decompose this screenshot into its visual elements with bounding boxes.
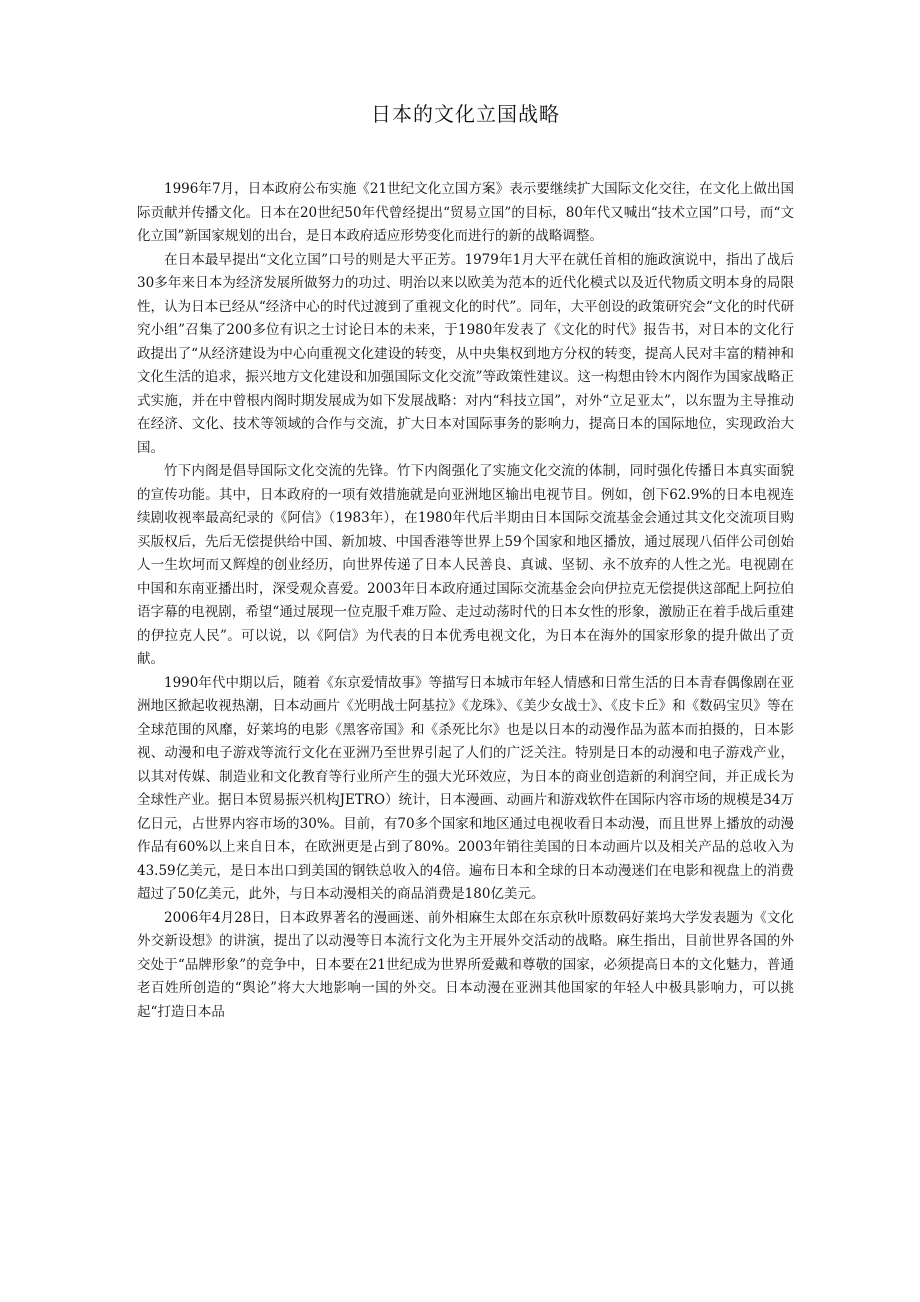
paragraph-1: 1996年7月，日本政府公布实施《21世纪文化立国方案》表示要继续扩大国际文化交往，在文化上做出国际贡献并传播文化。日本在20世纪50年代曾经提出“贸易立国”的目标，80年代又喊出“技术立国”口号，而“文化立国”新国家规划的出台，是日本政府适应形势变化而进行的新的战略调整。	[137, 181, 794, 244]
document-page	[137, 98, 794, 1024]
paragraph-5: 2006年4月28日，日本政界著名的漫画迷、前外相麻生太郎在东京秋叶原数码好莱坞大学发表题为《文化外交新设想》的讲演，提出了以动漫等日本流行文化为主开展外交活动的战略。麻生指出，目前世界各国的外交处于“品牌形象”的竞争中，日本要在21世纪成为世界所爱戴和尊敬的国家，必须提高日本的文化魅力，普通老百姓所创造的“舆论”将大大地影响一国的外交。日本动漫在亚洲其他国家的年轻人中极具影响力，可以挑起“打造日本品	[137, 909, 794, 1020]
paragraph-2: 在日本最早提出“文化立国”口号的则是大平正芳。1979年1月大平在就任首相的施政演说中，指出了战后30多年来日本为经济发展所做努力的功过、明治以来以欧美为范本的近代化模式以及近代物质文明本身的局限性，认为日本已经从“经济中心的时代过渡到了重视文化的时代”。同年，大平创设的政策研究会“文化的时代研究小组”召集了200多位有识之士讨论日本的未来，于1980年发表了《文化的时代》报告书，对日本的文化行政提出了“从经济建设为中心向重视文化建设的转变，从中央集权到地方分权的转变，提高人民对丰富的精神和文化生活的追求，振兴地方文化建设和加强国际文化交流”等政策性建议。这一构想由铃木内阁作为国家战略正式实施，并在中曾根内阁时期发展成为如下发展战略：对内“科技立国”，对外“立足亚太”，以东盟为主导推动在经济、文化、技术等领域的合作与交流，扩大日本对国际事务的影响力，提高日本的国际地位，实现政治大国。	[137, 251, 794, 456]
paragraph-3: 竹下内阁是倡导国际文化交流的先锋。竹下内阁强化了实施文化交流的体制，同时强化传播日本真实面貌的宣传功能。其中，日本政府的一项有效措施就是向亚洲地区输出电视节目。例如，创下62.9%的日本电视连续剧收视率最高纪录的《阿信》（1983年），在1980年代后半期由日本国际交流基金会通过其文化交流项目购买版权后，先后无偿提供给中国、新加坡、中国香港等世界上59个国家和地区播放，通过展现八佰伴公司创始人一生坎坷而又辉煌的创业经历，向世界传递了日本人民善良、真诚、坚韧、永不放弃的人性之光。电视剧在中国和东南亚播出时，深受观众喜爱。2003年日本政府通过国际交流基金会向伊拉克无偿提供这部配上阿拉伯语字幕的电视剧，希望“通过展现一位克服千难万险、走过动荡时代的日本女性的形象，激励正在着手战后重建的伊拉克人民”。可以说，以《阿信》为代表的日本优秀电视文化，为日本在海外的国家形象的提升做出了贡献。	[137, 463, 794, 667]
document-title: 日本的文化立国战略	[371, 102, 560, 126]
paragraph-4: 1990年代中期以后，随着《东京爱情故事》等描写日本城市年轻人情感和日常生活的日本青春偶像剧在亚洲地区掀起收视热潮，日本动画片《光明战士阿基拉》《龙珠》、《美少女战士》、《皮卡丘》和《数码宝贝》等在全球范围的风靡，好莱坞的电影《黑客帝国》和《杀死比尔》也是以日本的动漫作品为蓝本而拍摄的，日本影视、动漫和电子游戏等流行文化在亚洲乃至世界引起了人们的广泛关注。特别是日本的动漫和电子游戏产业，以其对传媒、制造业和文化教育等行业所产生的强大光环效应，为日本的商业创造新的利润空间，并正成长为全球性产业。据日本贸易振兴机构JETRO）统计，日本漫画、动画片和游戏软件在国际内容市场的规模是34万亿日元，占世界内容市场的30%。目前，有70多个国家和地区通过电视收看日本动漫，而且世界上播放的动漫作品有60%以上来自日本，在欧洲更是占到了80%。2003年销往美国的日本动画片以及相关产品的总收入为43.59亿美元，是日本出口到美国的钢铁总收入的4倍。遍布日本和全球的日本动漫迷们在电影和视盘上的消费超过了50亿美元，此外，与日本动漫相关的商品消费是180亿美元。	[137, 674, 794, 902]
